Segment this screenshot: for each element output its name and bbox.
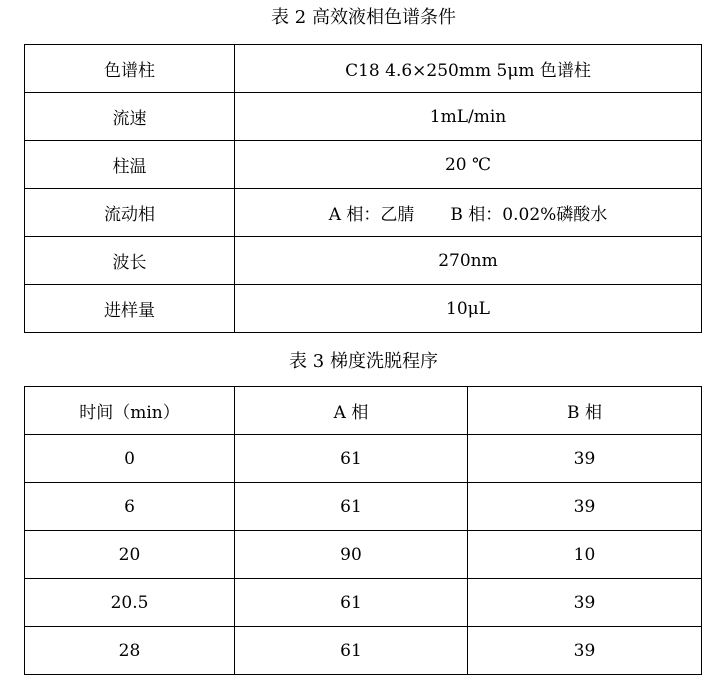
table-cell: 61 bbox=[235, 579, 468, 627]
table-row bbox=[25, 285, 702, 333]
table-cell: 90 bbox=[235, 531, 468, 579]
row-value: C18 4.6×250mm 5μm 色谱柱 bbox=[235, 45, 702, 93]
table-cell: 20.5 bbox=[25, 579, 235, 627]
table3-caption: 表 3 梯度洗脱程序 bbox=[289, 351, 438, 372]
table-cell: 61 bbox=[235, 483, 468, 531]
table-cell: 10 bbox=[468, 531, 702, 579]
table-cell: 39 bbox=[468, 579, 702, 627]
table-cell: 28 bbox=[25, 627, 235, 675]
table-cell: 39 bbox=[468, 435, 702, 483]
row-label: 波长 bbox=[25, 237, 235, 285]
column-header: B 相 bbox=[468, 387, 702, 435]
table-row bbox=[25, 237, 702, 285]
table-row bbox=[25, 189, 702, 237]
table-cell: 20 bbox=[25, 531, 235, 579]
table-cell: 61 bbox=[235, 627, 468, 675]
hplc-conditions-table bbox=[24, 44, 702, 333]
table-cell: 39 bbox=[468, 483, 702, 531]
table-cell: 0 bbox=[25, 435, 235, 483]
table-row bbox=[25, 579, 702, 627]
mobile-phase-b: B 相：0.02%磷酸水 bbox=[450, 205, 608, 225]
row-value bbox=[235, 189, 702, 237]
mobile-phase-a: A 相：乙腈 bbox=[328, 205, 415, 225]
table-row bbox=[25, 141, 702, 189]
row-label: 流速 bbox=[25, 93, 235, 141]
row-label: 柱温 bbox=[25, 141, 235, 189]
table-cell: 6 bbox=[25, 483, 235, 531]
table-header-row bbox=[25, 387, 702, 435]
table-row bbox=[25, 435, 702, 483]
table2-caption: 表 2 高效液相色谱条件 bbox=[271, 7, 456, 28]
table-row bbox=[25, 93, 702, 141]
row-value: 10μL bbox=[235, 285, 702, 333]
row-value: 20 ℃ bbox=[235, 141, 702, 189]
row-label: 进样量 bbox=[25, 285, 235, 333]
table-cell: 39 bbox=[468, 627, 702, 675]
row-value: 1mL/min bbox=[235, 93, 702, 141]
row-label: 流动相 bbox=[25, 189, 235, 237]
table-cell: 61 bbox=[235, 435, 468, 483]
column-header: A 相 bbox=[235, 387, 468, 435]
column-header: 时间（min） bbox=[25, 387, 235, 435]
table-row bbox=[25, 45, 702, 93]
table-row bbox=[25, 627, 702, 675]
gradient-elution-table bbox=[24, 386, 702, 675]
table-row bbox=[25, 531, 702, 579]
table-row bbox=[25, 483, 702, 531]
row-label: 色谱柱 bbox=[25, 45, 235, 93]
row-value: 270nm bbox=[235, 237, 702, 285]
